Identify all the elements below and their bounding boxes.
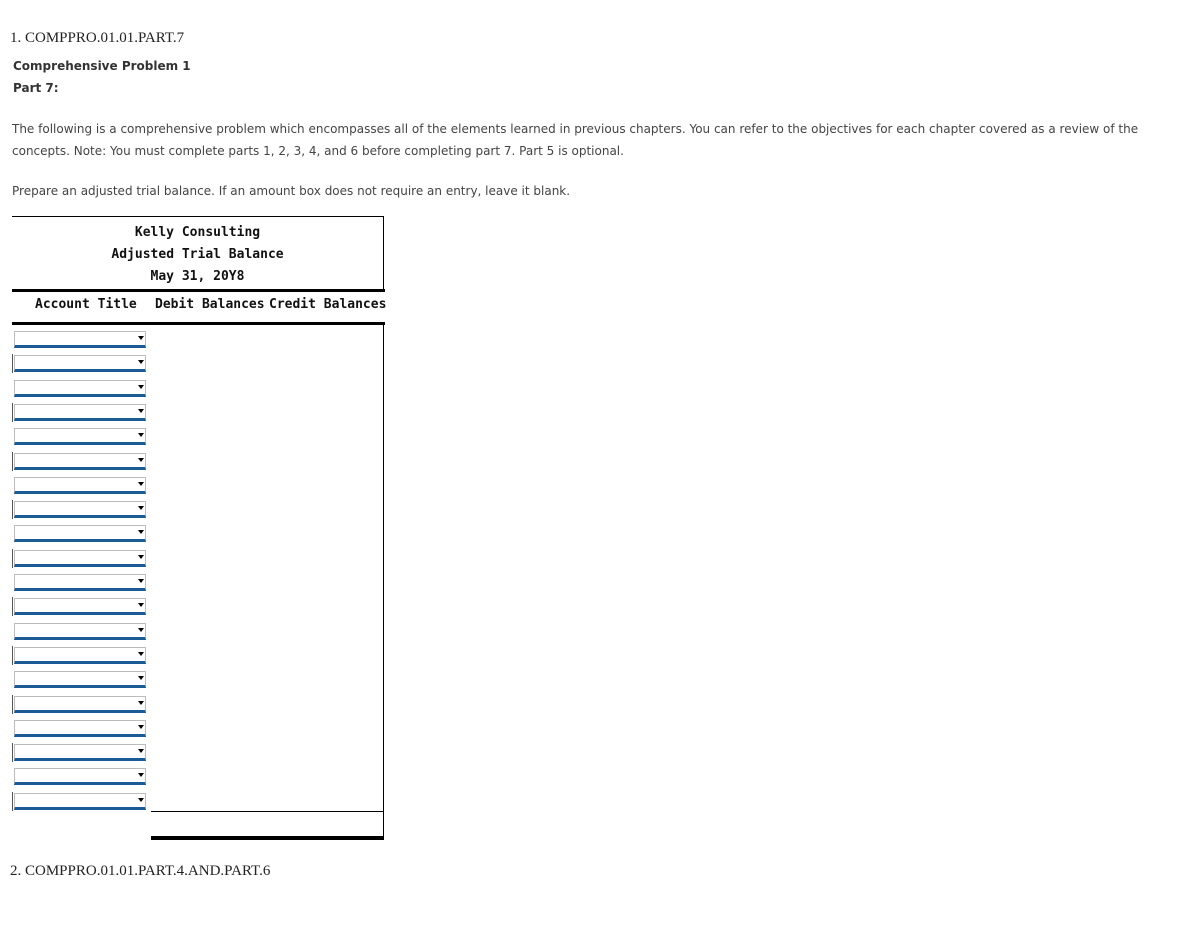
problem-title: Comprehensive Problem 1 (13, 59, 191, 73)
dropdown-value (15, 505, 17, 518)
account-title-dropdown[interactable] (14, 647, 146, 664)
caret-down-icon (138, 458, 144, 462)
dropdown-value (15, 627, 17, 640)
dropdown-value (15, 651, 17, 664)
caret-down-icon (138, 749, 144, 753)
question-2-heading: 2. COMPPRO.01.01.PART.4.AND.PART.6 (10, 863, 271, 879)
caret-down-icon (138, 385, 144, 389)
intro-paragraph: The following is a comprehensive problem which encompasses all of the elements learned in previous chapters. You can refer to the objectives for each chapter covered as a review of the concepts. Note: You must complete parts 1, 2, 3, 4, and 6 before completing part 7. Part 5 is optional. (12, 122, 1139, 158)
caret-down-icon (138, 409, 144, 413)
account-title-dropdown[interactable] (14, 574, 146, 591)
account-title-dropdown[interactable] (14, 404, 146, 421)
account-title-dropdown[interactable] (14, 380, 146, 397)
account-title-dropdown[interactable] (14, 598, 146, 615)
account-title-dropdown[interactable] (14, 768, 146, 785)
dropdown-value (15, 602, 17, 615)
column-account-title: Account Title (35, 297, 137, 312)
trial-balance-header (12, 216, 384, 290)
column-header-divider (12, 322, 385, 325)
company-name: Kelly Consulting (134, 225, 261, 240)
dropdown-value (15, 748, 17, 761)
part-label: Part 7: (13, 81, 59, 95)
dropdown-value (15, 529, 17, 542)
caret-down-icon (138, 555, 144, 559)
statement-date: May 31, 20Y8 (150, 269, 245, 284)
caret-down-icon (138, 773, 144, 777)
column-credit-balances: Credit Balances (269, 297, 387, 312)
total-single-rule (151, 811, 383, 812)
caret-down-icon (138, 603, 144, 607)
account-title-dropdown[interactable] (14, 696, 146, 713)
caret-down-icon (138, 701, 144, 705)
caret-down-icon (138, 482, 144, 486)
dropdown-value (15, 797, 17, 810)
dropdown-value (15, 724, 17, 737)
account-title-dropdown[interactable] (14, 671, 146, 688)
total-double-rule (151, 836, 383, 840)
account-title-dropdown[interactable] (14, 453, 146, 470)
account-title-dropdown[interactable] (14, 793, 146, 810)
dropdown-value (15, 359, 17, 372)
account-title-dropdown[interactable] (14, 720, 146, 737)
caret-down-icon (138, 579, 144, 583)
dropdown-value (15, 481, 17, 494)
caret-down-icon (138, 798, 144, 802)
account-title-dropdown[interactable] (14, 501, 146, 518)
header-divider (12, 289, 385, 292)
caret-down-icon (138, 433, 144, 437)
account-title-dropdown[interactable] (14, 623, 146, 640)
caret-down-icon (138, 725, 144, 729)
dropdown-value (15, 578, 17, 591)
question-1-heading: 1. COMPPRO.01.01.PART.7 (10, 30, 185, 46)
caret-down-icon (138, 676, 144, 680)
account-title-dropdown[interactable] (14, 428, 146, 445)
instruction-paragraph: Prepare an adjusted trial balance. If an amount box does not require an entry, leave it blank. (12, 184, 571, 198)
dropdown-value (15, 432, 17, 445)
account-title-dropdown[interactable] (14, 525, 146, 542)
caret-down-icon (138, 628, 144, 632)
caret-down-icon (138, 506, 144, 510)
account-title-dropdown[interactable] (14, 550, 146, 567)
dropdown-value (15, 457, 17, 470)
dropdown-value (15, 384, 17, 397)
dropdown-value (15, 700, 17, 713)
dropdown-value (15, 335, 17, 348)
column-debit-balances: Debit Balances (155, 297, 265, 312)
dropdown-value (15, 675, 17, 688)
dropdown-value (15, 554, 17, 567)
statement-name: Adjusted Trial Balance (111, 247, 284, 262)
dropdown-value (15, 408, 17, 421)
caret-down-icon (138, 336, 144, 340)
table-right-border (383, 325, 384, 840)
caret-down-icon (138, 530, 144, 534)
account-title-dropdown[interactable] (14, 477, 146, 494)
dropdown-value (15, 772, 17, 785)
account-title-dropdown[interactable] (14, 355, 146, 372)
caret-down-icon (138, 652, 144, 656)
account-title-dropdown[interactable] (14, 331, 146, 348)
caret-down-icon (138, 360, 144, 364)
account-title-dropdown[interactable] (14, 744, 146, 761)
